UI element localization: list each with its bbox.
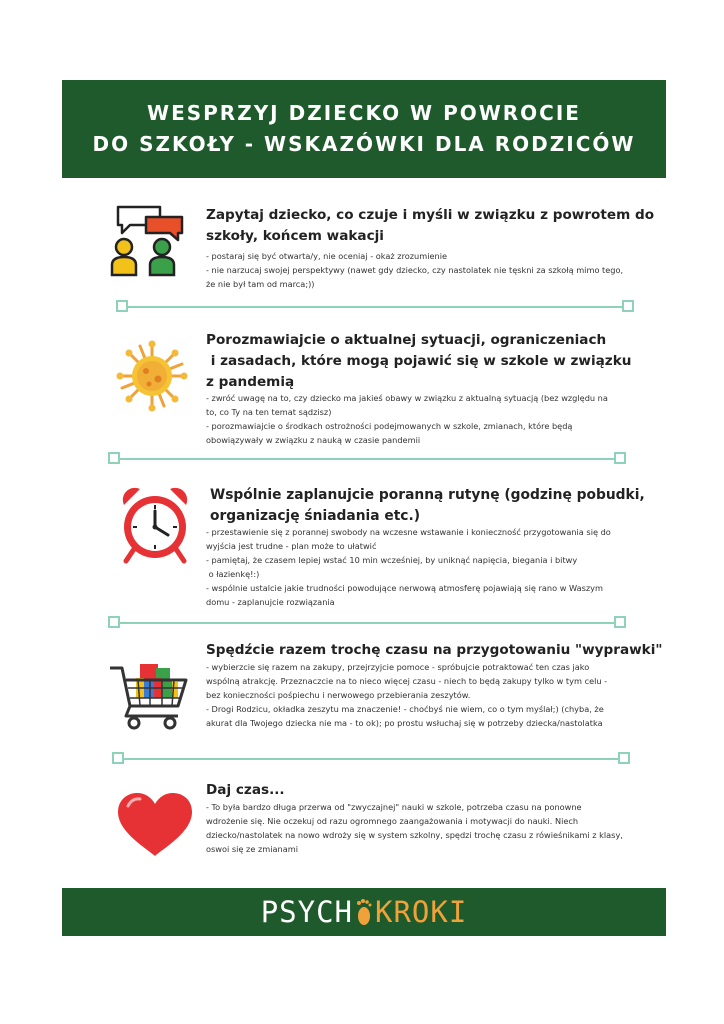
logo-text-kroki: KROKI	[375, 895, 468, 929]
speech-bubbles-people-icon	[110, 203, 186, 279]
tip-body: - wybierzcie się razem na zakupy, przejrzyjcie pomoce - spróbujcie potraktować ten czas jako wspólną atrakcję. Przeznaczcie na to nieco więcej czasu - niech to będą zakupy tylko w tym celu - bez konieczności pośpiechu i nerwowego przebierania zeszytów. - Drogi Rodzicu, okładka zeszytu ma znaczenie! - choćbyś nie wiem, co o tym myślał;) (chyba, że akurat dla Twojego dziecka nie ma - to ok); po prostu wsłuchaj się w potrzeby dziecka/nastolatka	[206, 662, 608, 728]
section-divider	[108, 452, 626, 466]
tip-title: Porozmawiajcie o aktualnej sytuacji, ograniczeniach i zasadach, które mogą pojawić się w szkole w związku z pandemią	[206, 332, 632, 390]
header-title-line-1: WESPRZYJ DZIECKO W POWROCIE	[147, 101, 581, 125]
virus-icon	[116, 340, 188, 412]
tip-body: - To była bardzo długa przerwa od "zwyczajnej" nauki w szkole, potrzeba czasu na ponowne wdrożenie się. Nie oczekuj od razu ogromnego zaangażowania i motywacji do nauki. Niech dziecko/nastolatek na nowo wdroży się w system szkolny, spędzi trochę czasu z rówieśnikami z klasy, oswoi się ze zmianami	[206, 802, 623, 854]
section-divider	[108, 616, 626, 630]
header-title-line-2: DO SZKOŁY - WSKAZÓWKI DLA RODZICÓW	[92, 132, 636, 156]
logo-text-psych: PSYCH	[260, 895, 353, 929]
tip-title: Wspólnie zaplanujcie poranną rutynę (godzinę pobudki, organizację śniadania etc.)	[210, 487, 645, 524]
header-banner	[62, 80, 666, 178]
psychokroki-logo	[261, 895, 468, 929]
heart-icon	[116, 792, 194, 858]
tip-body: - przestawienie się z porannej swobody na wczesne wstawanie i konieczność przygotowania się do wyjścia jest trudne - plan może to ułatwić - pamiętaj, że czasem lepiej wstać 10 min wcześniej, by uniknąć napięcia, biegania i bitwy o łazienkę!:) - wspólnie ustalcie jakie trudności powodujące nerwową atmosferę pojawiają się rano w Waszym domu - zaplanujcie rozwiązania	[206, 527, 611, 607]
footer-banner	[62, 888, 666, 936]
tip-title: Daj czas...	[206, 782, 285, 798]
footprint-icon	[355, 898, 373, 926]
tip-title: Zapytaj dziecko, co czuje i myśli w związku z powrotem do szkoły, końcem wakacji	[206, 207, 655, 244]
tip-title: Spędźcie razem trochę czasu na przygotowaniu "wyprawki"	[206, 642, 663, 658]
tip-body: - zwróć uwagę na to, czy dziecko ma jakieś obawy w związku z aktualną sytuacją (bez względu na to, co Ty na ten temat sądzisz) - porozmawiajcie o środkach ostrożności podejmowanych w szkole, zmianach, które będą obowiązywały w związku z nauką w czasie pandemii	[206, 393, 608, 445]
section-divider	[112, 752, 630, 766]
shopping-cart-icon	[108, 658, 192, 730]
tip-body: - postaraj się być otwarta/y, nie oceniaj - okaż zrozumienie - nie narzucaj swojej perspektywy (nawet gdy dziecko, czy nastolatek nie tęskni za szkołą mimo tego, że nie był tam od marca;))	[206, 251, 624, 289]
section-divider	[116, 300, 634, 314]
alarm-clock-icon	[118, 485, 192, 565]
